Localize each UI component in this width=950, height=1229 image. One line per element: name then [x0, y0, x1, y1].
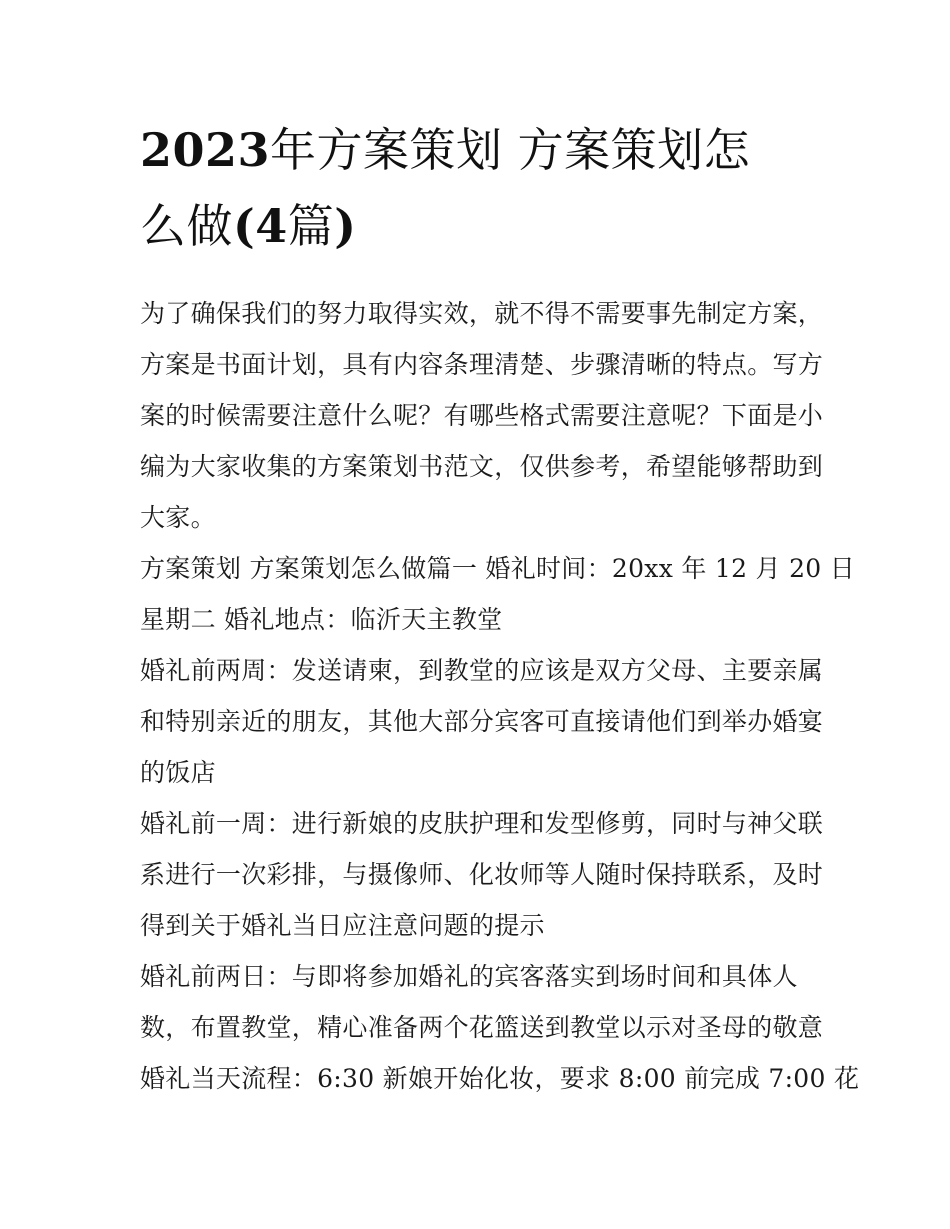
text-line: 婚礼前一周：进行新娘的皮肤护理和发型修剪，同时与神父联	[140, 809, 824, 838]
text-line: 婚礼当天流程：6:30 新娘开始化妆，要求 8:00 前完成 7:00 花	[140, 1064, 860, 1093]
paragraph-one-week-before	[140, 798, 824, 951]
text-line: 婚礼前两日：与即将参加婚礼的宾客落实到场时间和具体人	[140, 962, 798, 991]
title-line-2-mid: 篇	[287, 199, 335, 253]
text-line: 婚礼前两周：发送请柬，到教堂的应该是双方父母、主要亲属	[140, 656, 824, 685]
text-line: 和特别亲近的朋友，其他大部分宾客可直接请他们到举办婚宴	[140, 707, 824, 736]
text-line: 大家。	[140, 503, 216, 532]
title-count: (4	[233, 199, 288, 253]
paragraph-wedding-info	[140, 543, 856, 645]
document-body	[140, 288, 860, 1104]
title-line-2-pre: 么做	[140, 199, 233, 253]
paragraph-wedding-day	[140, 1053, 860, 1104]
text-line: 方案策划 方案策划怎么做篇一 婚礼时间：20xx 年 12 月 20 日	[140, 554, 856, 583]
text-line: 的饭店	[140, 758, 216, 787]
paragraph-two-weeks-before	[140, 645, 824, 798]
text-line: 系进行一次彩排，与摄像师、化妆师等人随时保持联系，及时	[140, 860, 824, 889]
title-line-1	[140, 112, 812, 188]
title-line-2-post: )	[334, 199, 357, 253]
document-page	[140, 112, 860, 1104]
text-line: 星期二 婚礼地点：临沂天主教堂	[140, 605, 503, 634]
paragraph-two-days-before	[140, 951, 824, 1053]
text-line: 数，布置教堂，精心准备两个花篮送到教堂以示对圣母的敬意	[140, 1013, 824, 1042]
title-line-2	[140, 188, 812, 264]
title-year: 2023	[140, 123, 271, 177]
text-line: 得到关于婚礼当日应注意问题的提示	[140, 911, 545, 940]
text-line: 案的时候需要注意什么呢？有哪些格式需要注意呢？下面是小	[140, 401, 824, 430]
paragraph-intro	[140, 288, 824, 543]
text-line: 方案是书面计划，具有内容条理清楚、步骤清晰的特点。写方	[140, 350, 824, 379]
text-line: 为了确保我们的努力取得实效，就不得不需要事先制定方案，	[140, 299, 824, 328]
text-line: 编为大家收集的方案策划书范文，仅供参考，希望能够帮助到	[140, 452, 824, 481]
document-title	[140, 112, 812, 264]
title-line-1-text: 年方案策划 方案策划怎	[270, 123, 751, 177]
